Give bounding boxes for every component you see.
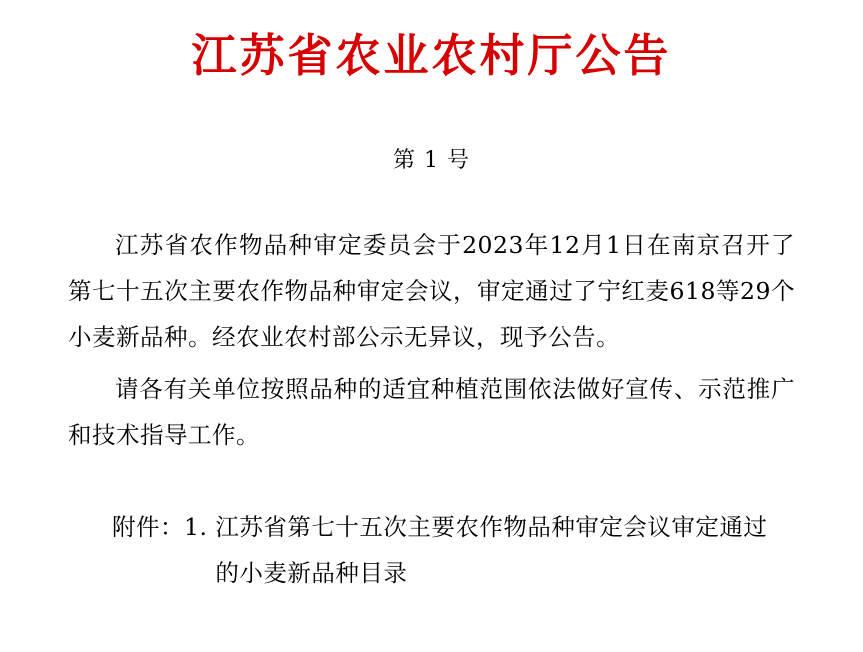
- attachment-label: 附件：: [112, 512, 184, 541]
- attachment-index: 1.: [184, 512, 208, 541]
- attachment-section: [68, 464, 795, 596]
- body-paragraph: 请各有关单位按照品种的适宜种植范围依法做好宣传、示范推广和技术指导工作。: [68, 374, 795, 449]
- attachment-title: 江苏省第七十五次主要农作物品种审定会议审定通过的小麦新品种目录: [215, 512, 768, 587]
- document-body: [68, 174, 795, 458]
- attachment-row: [68, 504, 795, 596]
- body-paragraph: 江苏省农作物品种审定委员会于2023年12月1日在南京召开了第七十五次主要农作物品种审定会议，审定通过了宁红麦618等29个小麦新品种。经农业农村部公示无异议，现予公告。: [68, 230, 795, 351]
- page-title: 江苏省农业农村厅公告: [191, 29, 672, 82]
- document-number: 第 1 号: [393, 147, 470, 173]
